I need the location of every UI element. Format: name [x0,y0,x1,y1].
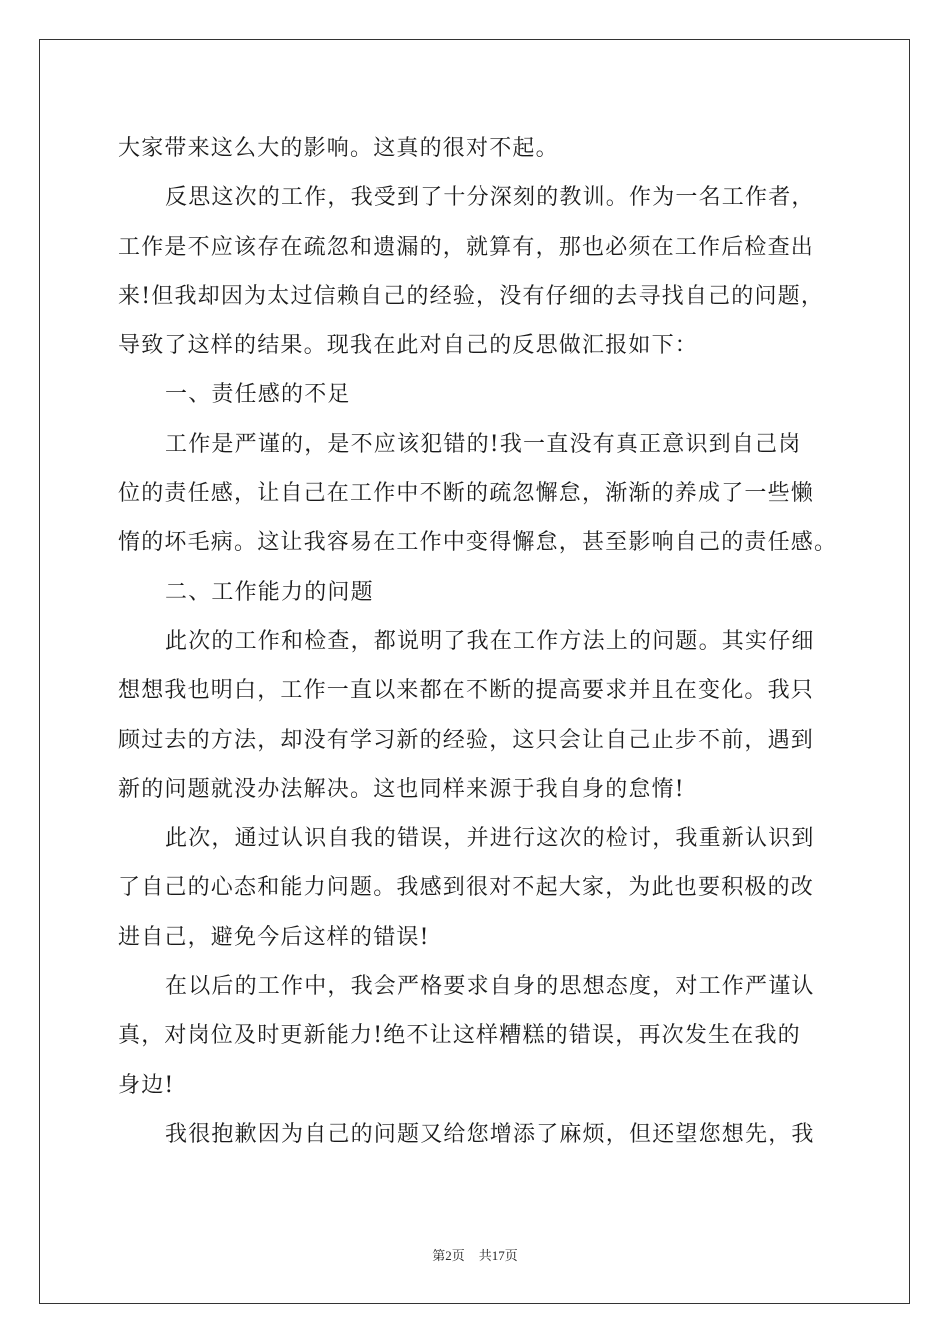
text-line: 新的问题就没办法解决。这也同样来源于我自身的怠惰! [118,776,685,802]
document-body [118,124,838,1159]
text-line: 此次，通过认识自我的错误，并进行这次的检讨，我重新认识到 [165,826,815,852]
page-number: 第2页 [432,1248,465,1263]
text-line: 惰的坏毛病。这让我容易在工作中变得懈怠，甚至影响自己的责任感。 [118,530,838,556]
text-line: 顾过去的方法，却没有学习新的经验，这只会让自己止步不前，遇到 [118,727,815,753]
text-line: 反思这次的工作，我受到了十分深刻的教训。作为一名工作者， [165,185,815,211]
text-line: 导致了这样的结果。现我在此对自己的反思做汇报如下： [118,333,699,359]
text-line: 我很抱歉因为自己的问题又给您增添了麻烦，但还望您想先，我 [165,1121,815,1147]
text-line: 工作是不应该存在疏忽和遗漏的，就算有，那也必须在工作后检查出 [118,234,815,260]
text-line: 想想我也明白，工作一直以来都在不断的提高要求并且在变化。我只 [118,678,815,704]
text-line: 真，对岗位及时更新能力!绝不让这样糟糕的错误，再次发生在我的 [118,1023,801,1049]
section-heading: 一、责任感的不足 [165,382,351,408]
text-line: 来!但我却因为太过信赖自己的经验，没有仔细的去寻找自己的问题， [118,283,825,309]
text-line: 此次的工作和检查，都说明了我在工作方法上的问题。其实仔细 [165,628,815,654]
text-line: 在以后的工作中，我会严格要求自身的思想态度，对工作严谨认 [165,974,815,1000]
text-line: 身边! [118,1072,175,1098]
text-line: 了自己的心态和能力问题。我感到很对不起大家，为此也要积极的改 [118,875,815,901]
page-total: 共17页 [478,1248,518,1263]
text-line: 进自己，避免今后这样的错误! [118,924,430,950]
text-line: 工作是严谨的，是不应该犯错的!我一直没有真正意识到自己岗 [165,431,802,457]
section-heading: 二、工作能力的问题 [165,579,374,605]
text-line: 大家带来这么大的影响。这真的很对不起。 [118,136,559,161]
text-line: 位的责任感，让自己在工作中不断的疏忽懈怠，渐渐的养成了一些懒 [118,481,815,507]
page-footer [0,1245,950,1264]
